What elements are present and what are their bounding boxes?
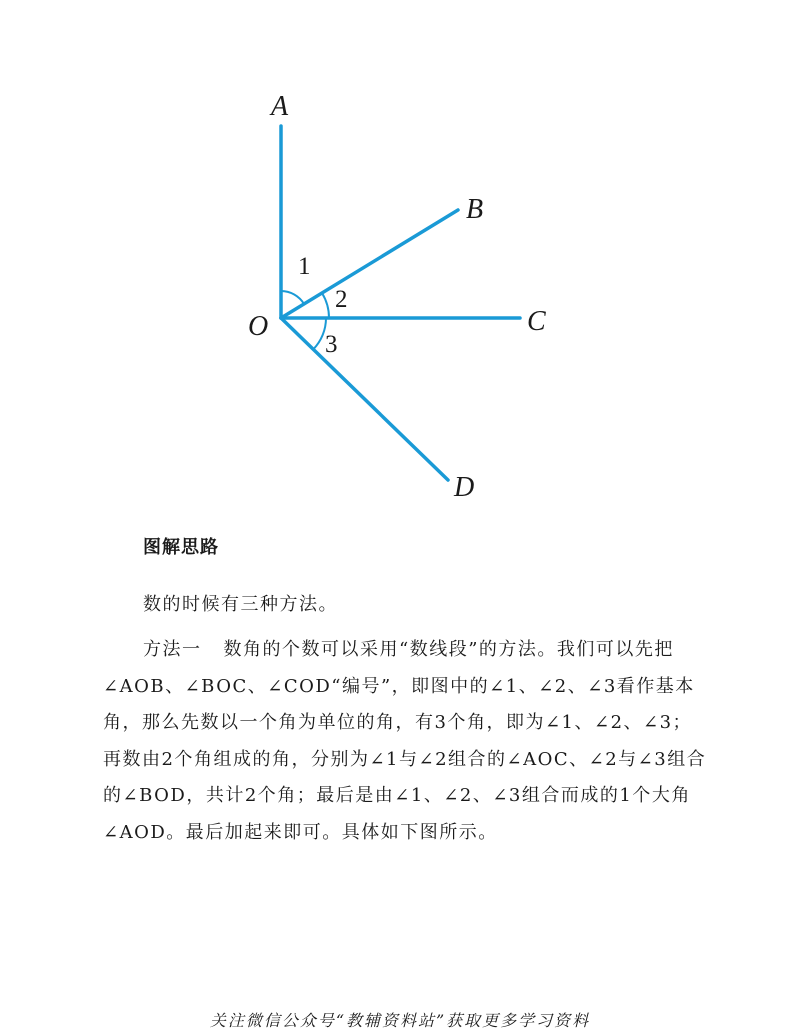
method-one-paragraph bbox=[103, 632, 707, 851]
paragraph-line: 的∠BOD，共计2个角；最后是由∠1、∠2、∠3组合而成的1个大角 bbox=[103, 785, 691, 806]
angle-label-3: 3 bbox=[325, 331, 338, 358]
paragraph-line bbox=[103, 632, 703, 669]
point-label-a: A bbox=[271, 91, 289, 122]
paragraph-line: 再数由2个角组成的角，分别为∠1与∠2组合的∠AOC、∠2与∠3组合 bbox=[103, 748, 707, 770]
point-label-b: B bbox=[466, 194, 484, 225]
method-lead: 方法一 bbox=[143, 639, 202, 660]
intro-paragraph: 数的时候有三种方法。 bbox=[143, 594, 338, 615]
angle-1-arc bbox=[281, 291, 304, 304]
point-label-d: D bbox=[454, 472, 475, 503]
section-heading: 图解思路 bbox=[143, 537, 219, 558]
angle-label-1: 1 bbox=[298, 253, 311, 280]
paragraph-line: ∠AOD。最后加起来即可。具体如下图所示。 bbox=[103, 821, 498, 843]
paragraph-line-text: 数角的个数可以采用“数线段”的方法。我们可以先把 bbox=[223, 639, 674, 660]
paragraph-line: 角，那么先数以一个角为单位的角，有3个角，即为∠1、∠2、∠3； bbox=[103, 712, 693, 733]
point-label-c: C bbox=[527, 306, 546, 337]
angle-2-arc bbox=[322, 293, 329, 318]
point-label-o: O bbox=[248, 311, 269, 342]
ray-od bbox=[281, 318, 448, 480]
paragraph-line: ∠AOB、∠BOC、∠COD“编号”，即图中的∠1、∠2、∠3看作基本 bbox=[103, 675, 695, 697]
footer-watermark: 关注微信公众号“教辅资料站”获取更多学习资料 bbox=[209, 1011, 591, 1030]
angle-label-2: 2 bbox=[335, 286, 348, 313]
